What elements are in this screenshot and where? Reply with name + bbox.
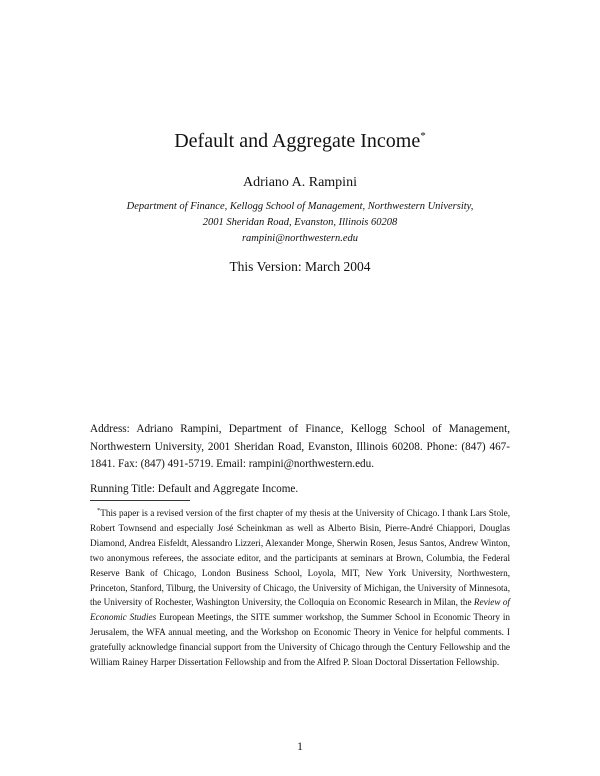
version-date: This Version: March 2004 xyxy=(229,259,371,274)
paper-title-text: Default and Aggregate Income xyxy=(174,130,421,152)
affiliation-email: rampini@northwestern.edu xyxy=(241,233,359,244)
page-number: 1 xyxy=(297,741,303,753)
paper-title xyxy=(0,130,600,153)
author-name: Adriano A. Rampini xyxy=(243,175,357,190)
author-affiliation xyxy=(0,199,600,247)
affiliation-line-1: Department of Finance, Kellogg School of Management, Northwestern University, xyxy=(126,201,474,212)
affiliation-line-2: 2001 Sheridan Road, Evanston, Illinois 60208 xyxy=(202,217,398,228)
running-title: Running Title: Default and Aggregate Income. xyxy=(90,483,299,495)
footnote-marker: * xyxy=(97,507,101,514)
footnote-text-part-2: European Meetings, the SITE summer workshop, the Summer School in Economic Theory in Jerusalem, the WFA annual meeting, and the Workshop on Economic Theory in Venice for helpful comments. I gratefully acknowledge financial support from the University of Chicago through the Century Fellowship and the William Rainey Harper Dissertation Fellowship and from the Alfred P. Sloan Doctoral Dissertation Fellowship. xyxy=(90,612,510,668)
acknowledgment-footnote xyxy=(90,504,510,670)
footnote-journal-name: Review of Economic Studies xyxy=(90,597,510,623)
footnote-text-part-1: This paper is a revised version of the first chapter of my thesis at the University of Chicago. I thank Lars Stole, Robert Townsend and especially José Scheinkman as well as Alberto Bisin, Pierre-André Chiappori, Douglas Diamond, Andrea Eisfeldt, Alessandro Lizzeri, Alexander Monge, Sherwin Rosen, Jesus Santos, Andrew Winton, two anonymous referees, the associate editor, and the participants at seminars at Brown, Columbia, the Federal Reserve Bank of Chicago, London Business School, Loyola, MIT, New York University, Northwestern, Princeton, Stanford, Tilburg, the University of Chicago, the University of Michigan, the University of Minnesota, the University of Rochester, Washington University, the Colloquia on Economic Research in Milan, the xyxy=(90,508,510,608)
contact-address: Address: Adriano Rampini, Department of Finance, Kellogg School of Management, Northwestern University, 2001 Sheridan Road, Evanston, Illinois 60208. Phone: (847) 467-1841. Fax: (847) 491-5719. Email: rampini@northwestern.edu. xyxy=(90,423,510,470)
title-footnote-marker: * xyxy=(420,130,426,142)
footnote-rule xyxy=(90,500,190,501)
